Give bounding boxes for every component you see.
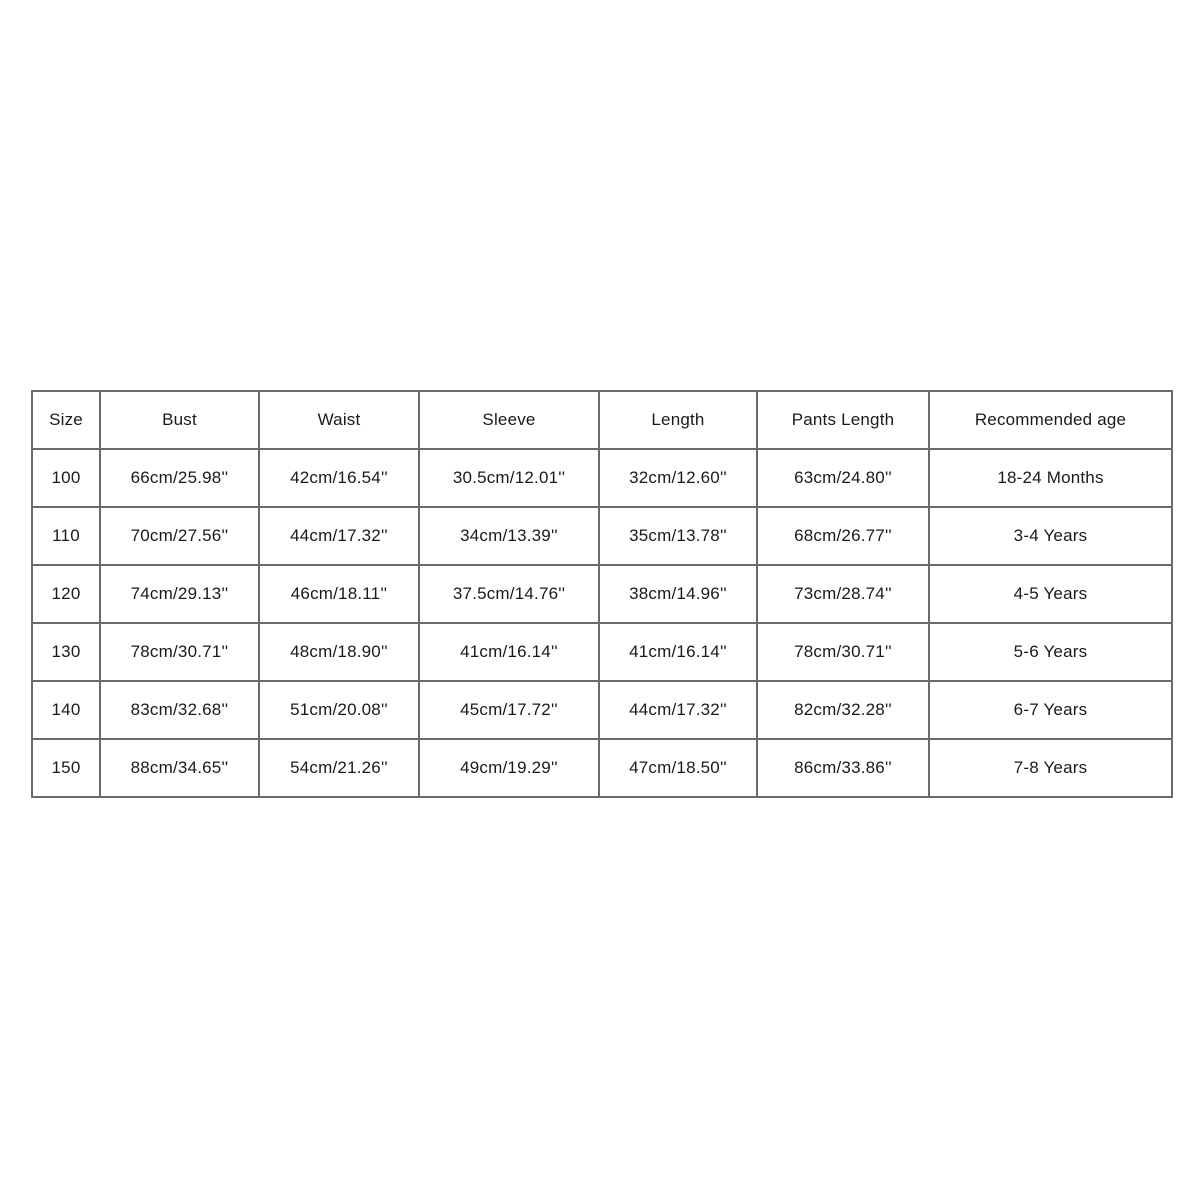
cell-pants-length: 73cm/28.74''	[757, 565, 929, 623]
cell-size: 130	[32, 623, 100, 681]
cell-recommended-age: 3-4 Years	[929, 507, 1172, 565]
header-size: Size	[32, 391, 100, 449]
cell-sleeve: 45cm/17.72''	[419, 681, 599, 739]
header-pants-length: Pants Length	[757, 391, 929, 449]
table-row	[32, 507, 1172, 565]
cell-waist: 44cm/17.32''	[259, 507, 419, 565]
cell-pants-length: 68cm/26.77''	[757, 507, 929, 565]
cell-size: 110	[32, 507, 100, 565]
cell-size: 150	[32, 739, 100, 797]
header-length: Length	[599, 391, 757, 449]
cell-recommended-age: 5-6 Years	[929, 623, 1172, 681]
header-bust: Bust	[100, 391, 259, 449]
cell-sleeve: 37.5cm/14.76''	[419, 565, 599, 623]
cell-waist: 51cm/20.08''	[259, 681, 419, 739]
cell-pants-length: 86cm/33.86''	[757, 739, 929, 797]
cell-length: 38cm/14.96''	[599, 565, 757, 623]
cell-sleeve: 34cm/13.39''	[419, 507, 599, 565]
cell-length: 35cm/13.78''	[599, 507, 757, 565]
table-row	[32, 449, 1172, 507]
cell-waist: 54cm/21.26''	[259, 739, 419, 797]
cell-sleeve: 49cm/19.29''	[419, 739, 599, 797]
table-row	[32, 565, 1172, 623]
cell-bust: 83cm/32.68''	[100, 681, 259, 739]
header-sleeve: Sleeve	[419, 391, 599, 449]
cell-size: 140	[32, 681, 100, 739]
header-waist: Waist	[259, 391, 419, 449]
cell-length: 44cm/17.32''	[599, 681, 757, 739]
cell-pants-length: 78cm/30.71''	[757, 623, 929, 681]
cell-recommended-age: 6-7 Years	[929, 681, 1172, 739]
cell-length: 32cm/12.60''	[599, 449, 757, 507]
cell-length: 41cm/16.14''	[599, 623, 757, 681]
size-chart-table	[31, 390, 1173, 798]
cell-waist: 46cm/18.11''	[259, 565, 419, 623]
header-recommended-age: Recommended age	[929, 391, 1172, 449]
cell-bust: 78cm/30.71''	[100, 623, 259, 681]
cell-length: 47cm/18.50''	[599, 739, 757, 797]
cell-size: 120	[32, 565, 100, 623]
cell-bust: 88cm/34.65''	[100, 739, 259, 797]
cell-recommended-age: 4-5 Years	[929, 565, 1172, 623]
table-row	[32, 739, 1172, 797]
cell-recommended-age: 18-24 Months	[929, 449, 1172, 507]
table-row	[32, 623, 1172, 681]
table-header	[32, 391, 1172, 449]
cell-sleeve: 30.5cm/12.01''	[419, 449, 599, 507]
cell-bust: 74cm/29.13''	[100, 565, 259, 623]
header-row	[32, 391, 1172, 449]
cell-bust: 66cm/25.98''	[100, 449, 259, 507]
cell-size: 100	[32, 449, 100, 507]
cell-pants-length: 82cm/32.28''	[757, 681, 929, 739]
cell-waist: 48cm/18.90''	[259, 623, 419, 681]
table-body	[32, 449, 1172, 797]
cell-sleeve: 41cm/16.14''	[419, 623, 599, 681]
table-row	[32, 681, 1172, 739]
cell-pants-length: 63cm/24.80''	[757, 449, 929, 507]
cell-recommended-age: 7-8 Years	[929, 739, 1172, 797]
cell-waist: 42cm/16.54''	[259, 449, 419, 507]
cell-bust: 70cm/27.56''	[100, 507, 259, 565]
